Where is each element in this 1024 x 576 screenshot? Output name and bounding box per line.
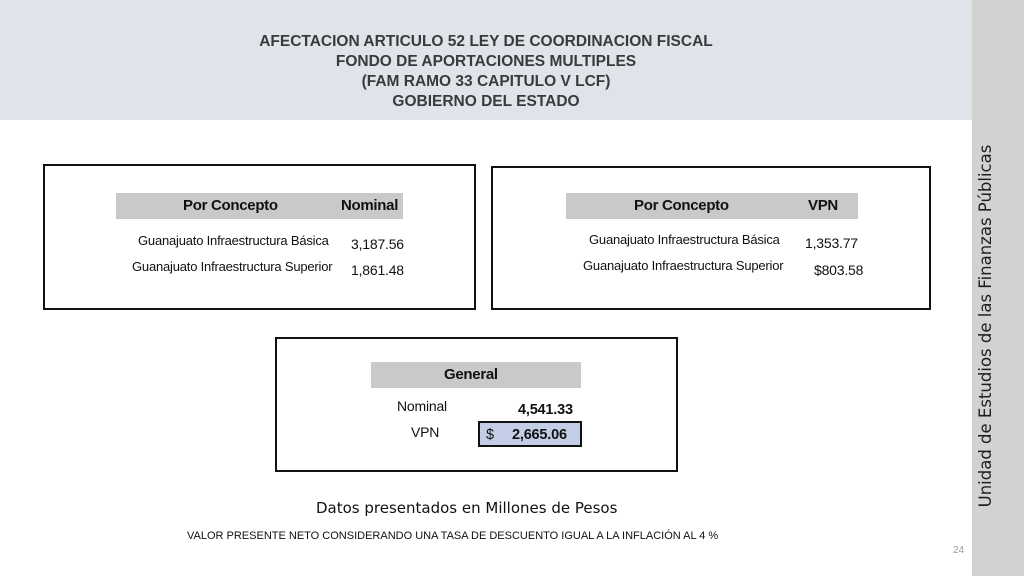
sidebar-label: Unidad de Estudios de las Finanzas Públicas <box>976 144 995 508</box>
general-header: General <box>444 366 498 383</box>
vpn-row-1-label: Guanajuato Infraestructura Básica <box>589 232 780 247</box>
title-line-1: AFECTACION ARTICULO 52 LEY DE COORDINACION FISCAL <box>259 33 713 50</box>
general-vpn-label: VPN <box>411 424 440 440</box>
nominal-row-1-label: Guanajuato Infraestructura Básica <box>138 233 329 248</box>
vpn-row-1-value: 1,353.77 <box>805 235 858 251</box>
general-nominal-label: Nominal <box>397 398 447 414</box>
vpn-header-vpn: VPN <box>808 197 838 214</box>
nominal-row-2-label: Guanajuato Infraestructura Superior <box>132 259 333 274</box>
vpn-row-2-value: $803.58 <box>814 262 864 278</box>
title-line-4: GOBIERNO DEL ESTADO <box>392 93 580 110</box>
page-number: 24 <box>953 545 965 556</box>
general-table-box <box>275 337 678 472</box>
vpn-header-concepto: Por Concepto <box>634 197 729 214</box>
title-line-3: (FAM RAMO 33 CAPITULO V LCF) <box>361 73 611 90</box>
nominal-header-nominal: Nominal <box>341 197 399 214</box>
general-vpn-value: 2,665.06 <box>512 427 567 443</box>
title-line-2: FONDO DE APORTACIONES MULTIPLES <box>335 53 637 70</box>
nominal-row-1-value: 3,187.56 <box>351 236 404 252</box>
general-nominal-value: 4,541.33 <box>518 402 573 418</box>
nominal-row-2-value: 1,861.48 <box>351 262 404 278</box>
units-note: Datos presentados en Millones de Pesos <box>316 499 618 517</box>
nominal-header-concepto: Por Concepto <box>183 197 278 214</box>
vpn-row-2-label: Guanajuato Infraestructura Superior <box>583 258 784 273</box>
discount-note: VALOR PRESENTE NETO CONSIDERANDO UNA TASA DE DESCUENTO IGUAL A LA INFLACIÓN AL 4 % <box>187 530 719 542</box>
general-vpn-currency: $ <box>486 427 494 443</box>
